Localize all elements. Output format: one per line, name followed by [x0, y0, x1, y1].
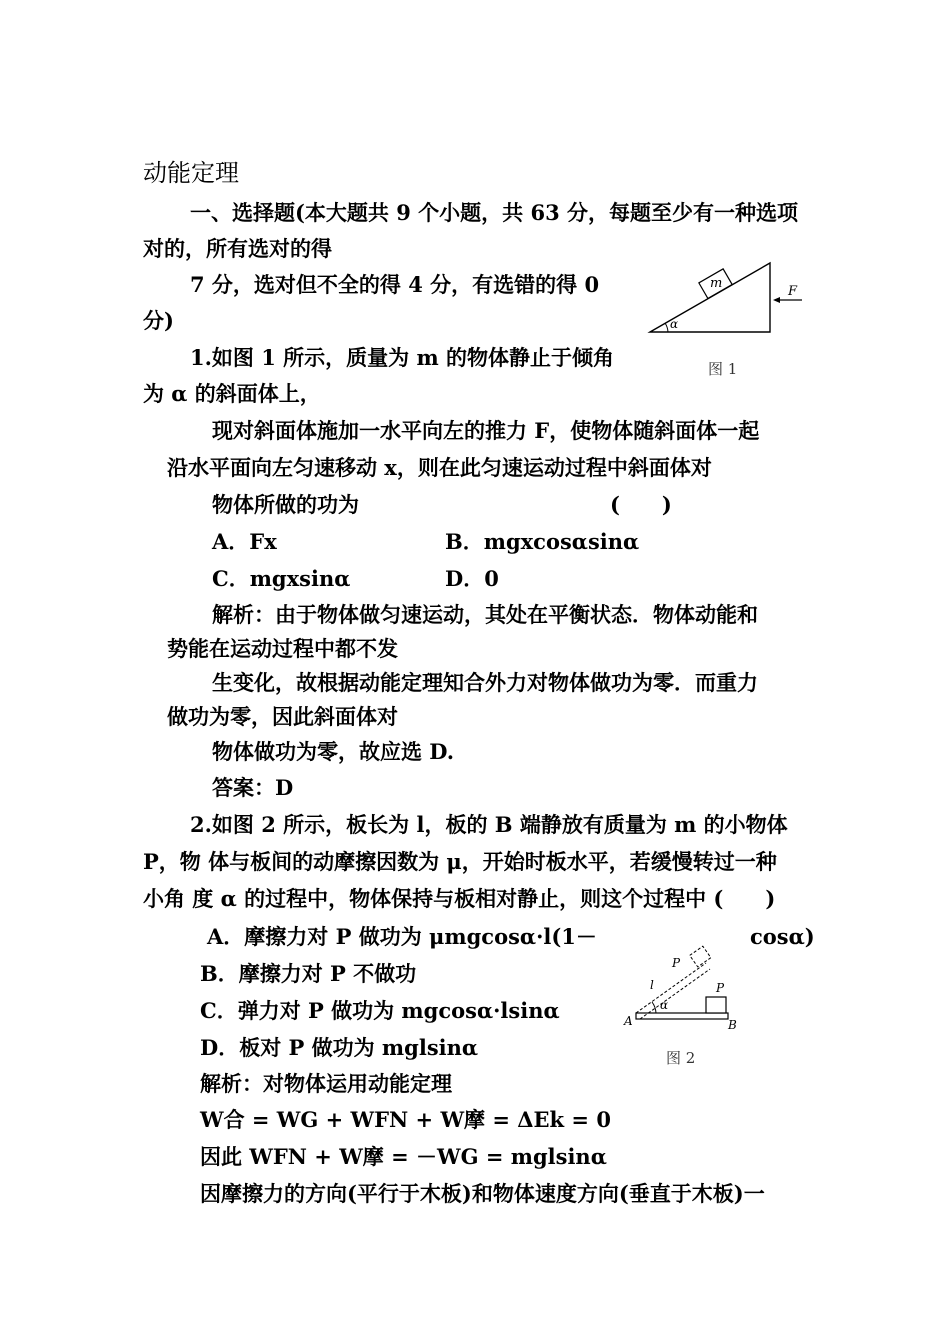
option-b: B．mgxcosαsinα	[445, 529, 640, 554]
a-label: A	[624, 1014, 633, 1028]
text-line: 小角 度 α 的过程中，物体保持与板相对静止，则这个过程中 ( )	[143, 886, 776, 911]
figure-1-incline	[640, 255, 810, 340]
text-line: 分)	[143, 308, 174, 333]
equation: 因此 WFN + W摩 = －WG = mglsinα	[200, 1144, 607, 1169]
option-b: B．摩擦力对 P 不做功	[200, 961, 417, 986]
option-a: A．Fx	[212, 529, 277, 554]
text-line: 物体所做的功为	[212, 492, 359, 517]
text-line: 为 α 的斜面体上，	[143, 381, 321, 406]
page-title: 动能定理	[143, 159, 239, 187]
p-label-flat: P	[716, 981, 725, 995]
option-c: C．mgxsinα	[212, 566, 351, 591]
angle-label: α	[660, 998, 669, 1012]
b-label: B	[728, 1018, 737, 1032]
text-line: 生变化，故根据动能定理知合外力对物体做功为零．而重力	[212, 670, 758, 695]
option-c: C．弹力对 P 做功为 mgcosα·lsinα	[200, 998, 560, 1023]
text-line: 沿水平面向左匀速移动 x，则在此匀速运动过程中斜面体对	[167, 455, 712, 480]
text-line: 势能在运动过程中都不发	[167, 636, 398, 661]
text-line: 做功为零，因此斜面体对	[167, 704, 398, 729]
option-d: D．0	[445, 566, 499, 591]
answer-bracket: ( )	[610, 492, 672, 517]
force-label: F	[788, 284, 798, 299]
p-label-tilted: P	[672, 956, 681, 970]
answer: 答案：D	[212, 775, 294, 800]
analysis: 解析：由于物体做匀速运动，其处在平衡状态．物体动能和	[212, 602, 758, 627]
text-line: 因摩擦力的方向(平行于木板)和物体速度方向(垂直于木板)一	[200, 1181, 765, 1206]
option-d: D．板对 P 做功为 mglsinα	[200, 1035, 479, 1060]
option-a: A．摩擦力对 P 做功为 μmgcosα·l(1－	[207, 924, 597, 949]
angle-label: α	[670, 317, 679, 331]
figure-2-caption: 图 2	[666, 1049, 696, 1067]
text-line: 现对斜面体施加一水平向左的推力 F，使物体随斜面体一起	[212, 418, 760, 443]
text-line: 物体做功为零，故应选 D.	[212, 739, 455, 764]
question-1: 1.如图 1 所示，质量为 m 的物体静止于倾角	[190, 345, 614, 370]
section-heading: 一、选择题(本大题共 9 个小题，共 63 分，每题至少有一种选项	[190, 200, 799, 225]
mass-label: m	[710, 276, 723, 291]
text-line: 7 分，选对但不全的得 4 分，有选错的得 0	[190, 272, 600, 297]
option-a-tail: cosα)	[750, 924, 815, 949]
analysis: 解析：对物体运用动能定理	[200, 1071, 452, 1096]
text-line: 对的，所有选对的得	[143, 236, 332, 261]
text-line: P，物 体与板间的动摩擦因数为 μ，开始时板水平，若缓慢转过一种	[143, 849, 777, 874]
equation: W合 = WG + WFN + W摩 = ΔEk = 0	[200, 1107, 611, 1132]
question-2: 2.如图 2 所示，板长为 l，板的 B 端静放有质量为 m 的小物体	[190, 812, 788, 837]
figure-1-caption: 图 1	[708, 360, 738, 378]
figure-2-board	[620, 945, 745, 1035]
length-label: l	[650, 978, 654, 992]
